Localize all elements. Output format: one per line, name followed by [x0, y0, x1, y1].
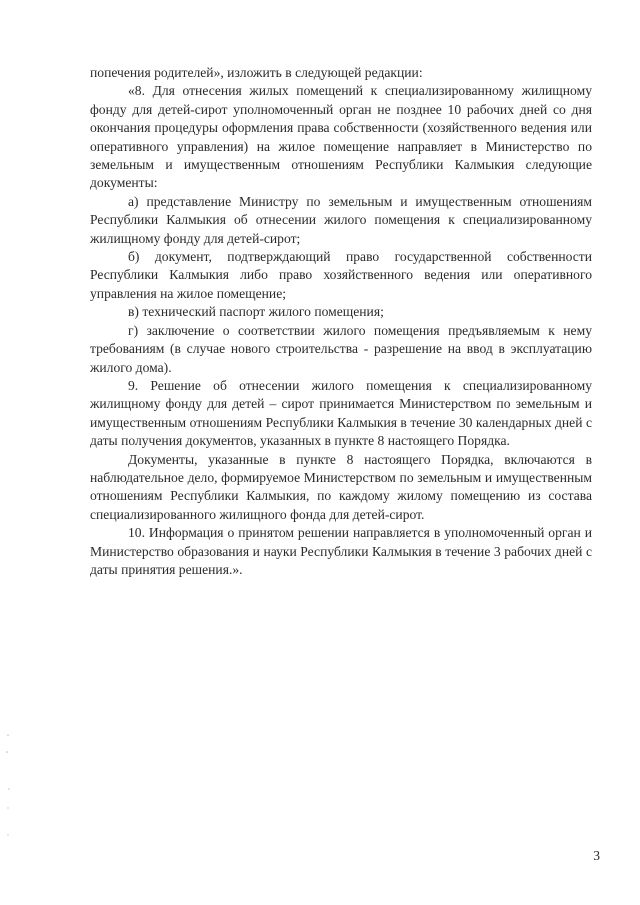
- scan-dot: [7, 834, 8, 835]
- scan-dot: [6, 751, 8, 753]
- document-body: [90, 64, 592, 579]
- paragraph-subitem-g: г) заключение о соответствии жилого помещения предъявляемым к нему требованиям (в случае нового строительства - разрешение на ввод в эксплуатацию жилого дома).: [90, 322, 592, 375]
- paragraph-item-10: 10. Информация о принятом решении направляется в уполномоченный орган и Министерство образования и науки Республики Калмыкия в течение 3 рабочих дней с даты принятия решения.».: [90, 525, 592, 577]
- paragraph-subitem-b: б) документ, подтверждающий право государственной собственности Республики Калмыкия либо право хозяйственного ведения или оперативного управления на жилое помещение;: [90, 249, 592, 301]
- scan-dot: [8, 788, 10, 790]
- scan-dot: [7, 734, 9, 736]
- paragraph-documents: Документы, указанные в пункте 8 настоящего Порядка, включаются в наблюдательное дело, формируемое Министерством по земельным и имущественным отношениям Республики Калмыкия, по каждому жилому помещению из состава специализированного жилищного фонда для детей-сирот.: [90, 451, 592, 522]
- paragraph-subitem-a: а) представление Министру по земельным и имущественным отношениям Республики Калмыкия об отнесении жилого помещения к специализированному жилищному фонду для детей-сирот;: [90, 193, 592, 246]
- paragraph-subitem-v: в) технический паспорт жилого помещения;: [128, 304, 384, 320]
- paragraph-item-8: «8. Для отнесения жилых помещений к специализированному жилищному фонду для детей-сирот уполномоченный орган не позднее 10 рабочих дней со дня окончания процедуры оформления права собственности (хозяйственного ведения или оперативного управления) на жилое помещение направляет в Министерство по земельным и имущественным отношениям Республики Калмыкия следующие документы:: [90, 83, 592, 191]
- page-number: 3: [593, 848, 600, 863]
- paragraph-item-9: 9. Решение об отнесении жилого помещения к специализированному жилищному фонду для детей – сирот принимается Министерством по земельным и имущественным отношениям Республики Калмыкия в течение 30 календарных дней с даты получения документов, указанных в пункте 8 настоящего Порядка.: [90, 377, 592, 449]
- scan-dot: [7, 807, 8, 808]
- paragraph-intro: попечения родителей», изложить в следующей редакции:: [90, 65, 423, 80]
